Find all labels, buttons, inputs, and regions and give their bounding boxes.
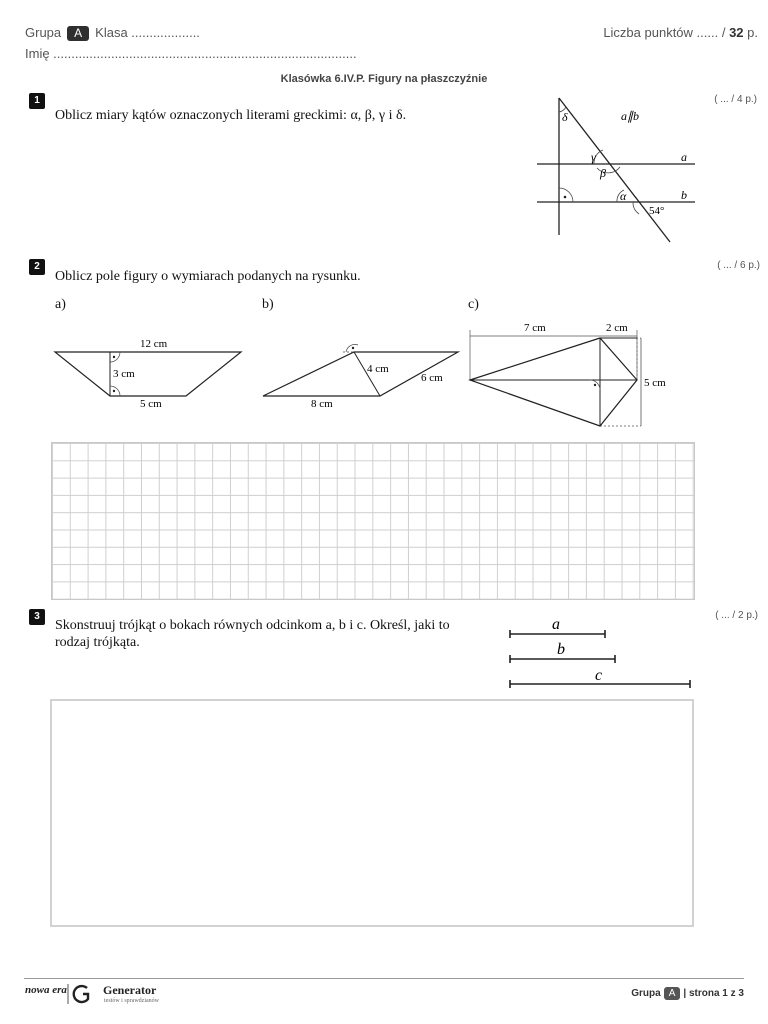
group-label: Grupa (25, 25, 62, 40)
right-angle-dot-top (113, 356, 115, 358)
segment-c-label: c (595, 667, 603, 684)
trapezoid-figure (52, 330, 247, 410)
dim-8cm: 8 cm (311, 398, 333, 410)
dim-4cm: 4 cm (367, 363, 389, 375)
kite-shape (470, 338, 637, 426)
task-3-points: ( ... / 2 p.) (715, 610, 758, 621)
class-label: Klasa ................... (95, 25, 200, 40)
points-summary (603, 25, 758, 40)
task-1-number: 1 (29, 93, 45, 109)
transversal-line (559, 98, 670, 242)
page-title: Klasówka 6.IV.P. Figury na płaszczyźnie (280, 73, 488, 85)
right-angle-dot-bottom (113, 390, 115, 392)
subfigure-a-label: a) (55, 297, 66, 312)
label-delta: δ (562, 110, 568, 124)
task-1-points: ( ... / 4 p.) (714, 94, 757, 105)
footer-divider (24, 978, 744, 979)
subfigure-c-label: c) (468, 297, 479, 312)
task-3-text: Skonstruuj trójkąt o bokach równych odcinkom a, b i c. Określ, jaki to rodzaj trójkąta. (55, 618, 450, 650)
right-angle-dot (594, 384, 596, 386)
nowa-era-logo: nowa era (25, 984, 67, 996)
segment-a-label: a (552, 616, 560, 633)
dim-7cm: 7 cm (524, 322, 546, 334)
group-badge: A (67, 26, 89, 41)
trapezoid-shape (55, 352, 241, 396)
dim-5cm: 5 cm (140, 398, 162, 410)
generator-logo-text: Generator (103, 983, 157, 997)
generator-tagline: testów i sprawdzianów (104, 998, 159, 1004)
dim-3cm: 3 cm (113, 368, 135, 380)
label-parallel: a∥b (621, 109, 639, 123)
label-a: a (681, 150, 687, 164)
segments-figure (505, 612, 700, 692)
task-1-figure (535, 95, 705, 245)
segment-b-label: b (557, 641, 565, 658)
dim-5cm: 5 cm (644, 377, 666, 389)
kite-figure (465, 318, 675, 433)
task-2-points: ( ... / 6 p.) (717, 260, 760, 271)
parallelogram-figure (258, 335, 463, 410)
task-3-number: 3 (29, 609, 45, 625)
label-beta: β (600, 166, 606, 180)
label-54: 54° (649, 205, 665, 217)
task-2-number: 2 (29, 259, 45, 275)
right-angle-dot (564, 196, 567, 199)
angle-54-arc (633, 202, 639, 214)
label-alpha: α (620, 189, 627, 203)
grid-answer-area[interactable] (51, 442, 695, 600)
footer-group-badge: A (664, 987, 681, 1000)
points-total: 32 (729, 25, 744, 40)
footer-page-info (631, 987, 744, 1000)
points-label: Liczba punktów ...... / (603, 25, 726, 40)
footer-page-text: | strona 1 z 3 (683, 988, 744, 999)
footer-logo (24, 982, 184, 1006)
task-1-text: Oblicz miary kątów oznaczonych literami greckimi: α, β, γ i δ. (55, 108, 407, 123)
points-unit: p. (747, 25, 758, 40)
right-angle-arc (559, 188, 573, 202)
name-field: Imię .................................................................................... (25, 46, 357, 61)
dim-12cm: 12 cm (140, 338, 168, 350)
label-gamma: γ (591, 150, 596, 164)
footer-group-label: Grupa (631, 988, 661, 999)
dim-2cm: 2 cm (606, 322, 628, 334)
dim-6cm: 6 cm (421, 372, 443, 384)
task-2-text: Oblicz pole figury o wymiarach podanych na rysunku. (55, 269, 361, 284)
generator-g-icon (74, 986, 88, 1002)
group-field (25, 25, 200, 41)
construction-answer-box[interactable] (50, 699, 694, 927)
label-b: b (681, 188, 687, 202)
right-angle-dot (352, 347, 354, 349)
subfigure-b-label: b) (262, 297, 274, 312)
